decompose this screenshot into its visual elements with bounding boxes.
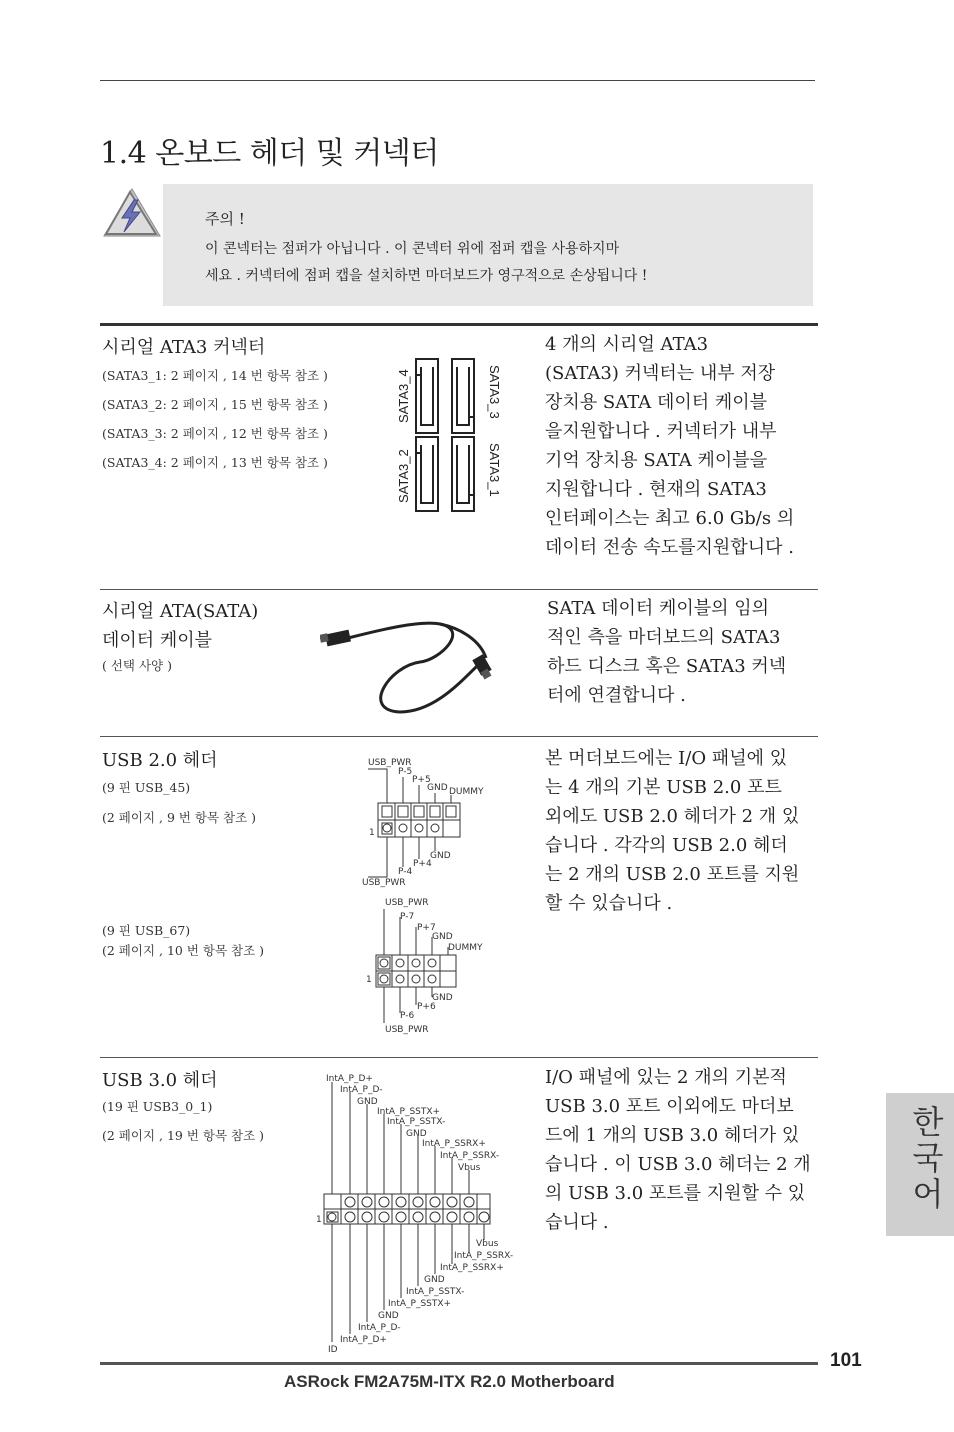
section-rule-usb2 xyxy=(100,736,818,737)
section-rule-sata-cable xyxy=(100,589,818,590)
usb3-bottom-label-3: IntA_P_SSRX+ xyxy=(440,1263,504,1273)
page-number: 101 xyxy=(830,1350,862,1371)
usb3-desc-line: USB 3.0 포트 이외에도 마더보 xyxy=(545,1096,794,1117)
usb3-header-diagram xyxy=(312,1068,527,1358)
sata3-4-label: SATA3_4 xyxy=(396,369,411,423)
sata-cable-desc-line: 터에 연결합니다 . xyxy=(547,685,686,706)
usb2-d2-p7: P-7 xyxy=(400,912,415,922)
usb2-header1-diagram xyxy=(360,755,510,890)
sata3-3-label: SATA3_3 xyxy=(487,365,502,419)
usb2-header1-pins: (9 핀 USB_45) xyxy=(102,780,191,795)
sata-cable-desc-line: 하드 디스크 혹은 SATA3 커넥 xyxy=(547,656,787,677)
sata-cable-icon xyxy=(320,600,520,720)
footer-model-name: ASRock FM2A75M-ITX R2.0 Motherboard xyxy=(284,1372,615,1391)
usb2-d1-pin1: 1 xyxy=(369,828,375,838)
sata3-ref-4: (SATA3_4: 2 페이지 , 13 번 항목 참조 ) xyxy=(102,455,328,470)
sata3-ref-1: (SATA3_1: 2 페이지 , 14 번 항목 참조 ) xyxy=(102,368,328,383)
sata3-description xyxy=(545,330,794,562)
usb2-d1-p4: P-4 xyxy=(398,867,413,877)
section-rule-usb3 xyxy=(100,1057,818,1058)
usb2-d2-gnd: GND xyxy=(432,932,453,942)
usb3-desc-line: 습니다 . xyxy=(545,1212,609,1233)
usb3-desc-line: 의 USB 3.0 포트를 지원할 수 있 xyxy=(545,1183,806,1204)
usb3-bottom-label-4: GND xyxy=(424,1275,445,1285)
usb2-d1-top-pwr: USB_PWR xyxy=(368,758,412,768)
usb2-desc-line: 는 2 개의 USB 2.0 포트를 지원 xyxy=(545,864,800,885)
usb2-header2-ref: (2 페이지 , 10 번 항목 참조 ) xyxy=(102,943,264,958)
usb2-d2-dummy: DUMMY xyxy=(448,943,483,953)
sata3-desc-line: 을지원합니다 . 커넥터가 내부 xyxy=(545,421,777,442)
usb3-bottom-label-6: IntA_P_SSTX+ xyxy=(388,1299,452,1309)
usb2-desc-line: 는 4 개의 기본 USB 2.0 포트 xyxy=(545,777,782,798)
usb2-description xyxy=(545,744,799,918)
usb3-top-label-8: IntA_P_SSRX- xyxy=(440,1151,500,1161)
usb3-bottom-label-5: IntA_P_SSTX- xyxy=(406,1287,465,1297)
sata-cable-label-2: 데이터 케이블 xyxy=(102,630,213,651)
sata-cable-description xyxy=(547,594,786,710)
usb2-d1-p5: P-5 xyxy=(398,767,413,777)
usb2-d2-top-pwr: USB_PWR xyxy=(385,898,429,908)
sata3-desc-line: (SATA3) 커넥터는 내부 저장 xyxy=(545,363,776,384)
usb2-header2-pins: (9 핀 USB_67) xyxy=(102,923,191,938)
usb3-desc-line: I/O 패널에 있는 2 개의 기본적 xyxy=(545,1067,787,1088)
sata-cable-desc-line: SATA 데이터 케이블의 임의 xyxy=(547,598,770,619)
usb2-d2-bot-pwr: USB_PWR xyxy=(385,1025,429,1035)
footer-rule xyxy=(100,1362,818,1365)
usb2-d1-dummy: DUMMY xyxy=(449,787,484,797)
sata3-desc-line: 장치용 SATA 데이터 케이블 xyxy=(545,392,768,413)
usb2-d1-pp4: P+4 xyxy=(413,859,432,869)
language-tab-label: 한국어 xyxy=(907,1105,945,1213)
sata3-1-label: SATA3_1 xyxy=(487,443,502,497)
usb2-d2-pin1: 1 xyxy=(366,975,372,985)
sata3-desc-line: 데이터 전송 속도를지원합니다 . xyxy=(545,537,794,558)
usb3-bottom-label-9: IntA_P_D+ xyxy=(340,1335,387,1345)
usb3-bottom-label-7: GND xyxy=(378,1311,399,1321)
page-title: 1.4 온보드 헤더 및 커넥터 xyxy=(100,136,439,171)
usb3-label: USB 3.0 헤더 xyxy=(102,1070,218,1091)
sata3-desc-line: 4 개의 시리얼 ATA3 xyxy=(545,334,709,355)
sata3-connector-diagram xyxy=(392,355,504,515)
warning-triangle-icon xyxy=(100,186,162,242)
top-rule xyxy=(100,80,815,81)
usb3-top-label-6: GND xyxy=(406,1129,427,1139)
usb2-d1-gnd2: GND xyxy=(430,851,451,861)
sata3-ref-3: (SATA3_3: 2 페이지 , 12 번 항목 참조 ) xyxy=(102,426,328,441)
sata-cable-desc-line: 적인 측을 마더보드의 SATA3 xyxy=(547,627,781,648)
sata-cable-label-1: 시리얼 ATA(SATA) xyxy=(102,601,259,622)
usb2-label: USB 2.0 헤더 xyxy=(102,750,218,771)
usb3-top-label-5: IntA_P_SSTX- xyxy=(387,1117,446,1127)
caution-line-2: 세요 . 커넥터에 점퍼 캡을 설치하면 마더보드가 영구적으로 손상됩니다 ! xyxy=(205,268,648,284)
sata3-desc-line: 인터페이스는 최고 6.0 Gb/s 의 xyxy=(545,508,795,529)
caution-box xyxy=(163,184,813,306)
usb3-description xyxy=(545,1063,811,1237)
sata3-desc-line: 기억 장치용 SATA 케이블을 xyxy=(545,450,768,471)
usb2-d2-p6: P-6 xyxy=(400,1011,415,1021)
usb3-bottom-label-8: IntA_P_D- xyxy=(358,1323,401,1333)
usb2-header2-diagram xyxy=(362,893,512,1038)
sata3-ref-2: (SATA3_2: 2 페이지 , 15 번 항목 참조 ) xyxy=(102,397,328,412)
usb3-top-label-4: IntA_P_SSTX+ xyxy=(377,1107,441,1117)
sata3-2-label: SATA3_2 xyxy=(396,449,411,503)
usb3-desc-line: 드에 1 개의 USB 3.0 헤더가 있 xyxy=(545,1125,800,1146)
language-side-tab xyxy=(886,1093,954,1236)
usb2-header1-ref: (2 페이지 , 9 번 항목 참조 ) xyxy=(102,810,257,825)
usb3-bottom-label-10: ID xyxy=(328,1345,338,1355)
usb2-desc-line: 할 수 있습니다 . xyxy=(545,893,673,914)
usb3-top-label-7: IntA_P_SSRX+ xyxy=(422,1139,486,1149)
usb2-d1-bot-pwr: USB_PWR xyxy=(362,878,406,888)
section-rule-sata3 xyxy=(100,323,818,326)
sata3-label: 시리얼 ATA3 커넥터 xyxy=(102,337,266,358)
usb2-desc-line: 습니다 . 각각의 USB 2.0 헤더 xyxy=(545,835,788,856)
usb2-desc-line: 외에도 USB 2.0 헤더가 2 개 있 xyxy=(545,806,800,827)
usb3-desc-line: 습니다 . 이 USB 3.0 헤더는 2 개 xyxy=(545,1154,811,1175)
caution-heading: 주의 ! xyxy=(205,210,245,228)
usb2-d2-gnd2: GND xyxy=(432,993,453,1003)
usb3-bottom-label-2: IntA_P_SSRX- xyxy=(454,1251,514,1261)
caution-line-1: 이 콘넥터는 점퍼가 아닙니다 . 이 콘넥터 위에 점퍼 캡을 사용하지마 xyxy=(205,241,620,257)
sata3-port-2 xyxy=(416,437,438,511)
usb3-top-label-1: IntA_P_D+ xyxy=(326,1074,373,1084)
usb3-pins: (19 핀 USB3_0_1) xyxy=(102,1099,213,1114)
usb2-d1-pp5: P+5 xyxy=(412,775,431,785)
usb3-top-label-9: Vbus xyxy=(458,1163,481,1173)
usb2-desc-line: 본 머더보드에는 I/O 패널에 있 xyxy=(545,748,788,769)
usb2-d1-gnd: GND xyxy=(427,783,448,793)
sata3-port-3 xyxy=(452,359,474,433)
usb3-ref: (2 페이지 , 19 번 항목 참조 ) xyxy=(102,1128,264,1143)
sata3-port-4 xyxy=(416,359,438,433)
sata3-desc-line: 지원합니다 . 현재의 SATA3 xyxy=(545,479,767,500)
usb3-bottom-label-1: Vbus xyxy=(476,1239,499,1249)
usb3-top-label-3: GND xyxy=(357,1097,378,1107)
sata-cable-note: ( 선택 사양 ) xyxy=(102,658,172,673)
usb3-top-label-2: IntA_P_D- xyxy=(340,1085,383,1095)
usb2-d2-pp6: P+6 xyxy=(417,1002,436,1012)
sata3-port-1 xyxy=(452,437,474,511)
usb2-d2-pp7: P+7 xyxy=(417,923,436,933)
usb3-pin1: 1 xyxy=(316,1215,322,1225)
